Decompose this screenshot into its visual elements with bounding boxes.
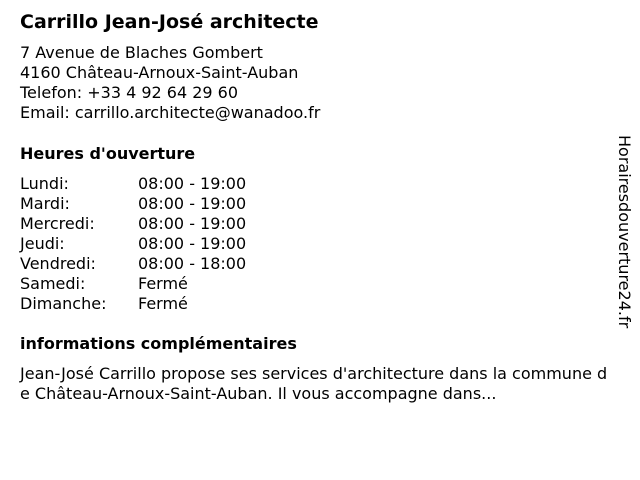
hours-row-monday [20,174,246,194]
address-city: 4160 Château-Arnoux-Saint-Auban [20,63,299,82]
business-name: Carrillo Jean-José architecte [20,11,319,33]
hours-row-tuesday [20,194,246,214]
opening-hours-list [20,174,246,314]
hours-row-thursday [20,234,246,254]
day-label: Samedi: [20,274,86,293]
hours-value: 08:00 - 19:00 [138,234,247,253]
day-label: Jeudi: [20,234,65,253]
hours-value: 08:00 - 18:00 [138,254,247,273]
contact-block [20,43,320,123]
address-street: 7 Avenue de Blaches Gombert [20,43,263,62]
day-label: Mercredi: [20,214,95,233]
business-description: Jean-José Carrillo propose ses services d'architecture dans la commune de Château-Arnoux-Saint-Auban. Il vous accompagne dans... [20,364,608,403]
day-label: Dimanche: [20,294,107,313]
hours-row-saturday [20,274,246,294]
phone-number: Telefon: +33 4 92 64 29 60 [20,83,239,102]
hours-row-sunday [20,294,246,314]
hours-value: 08:00 - 19:00 [138,214,247,233]
day-label: Lundi: [20,174,69,193]
email-address: Email: carrillo.architecte@wanadoo.fr [20,103,321,122]
site-watermark: Horairesdouverture24.fr [615,135,634,329]
additional-info-heading: informations complémentaires [20,334,297,353]
hours-value: Fermé [138,294,188,313]
hours-row-friday [20,254,246,274]
hours-row-wednesday [20,214,246,234]
hours-value: 08:00 - 19:00 [138,194,247,213]
opening-hours-heading: Heures d'ouverture [20,144,196,163]
hours-value: Fermé [138,274,188,293]
day-label: Mardi: [20,194,70,213]
hours-value: 08:00 - 19:00 [138,174,247,193]
day-label: Vendredi: [20,254,96,273]
